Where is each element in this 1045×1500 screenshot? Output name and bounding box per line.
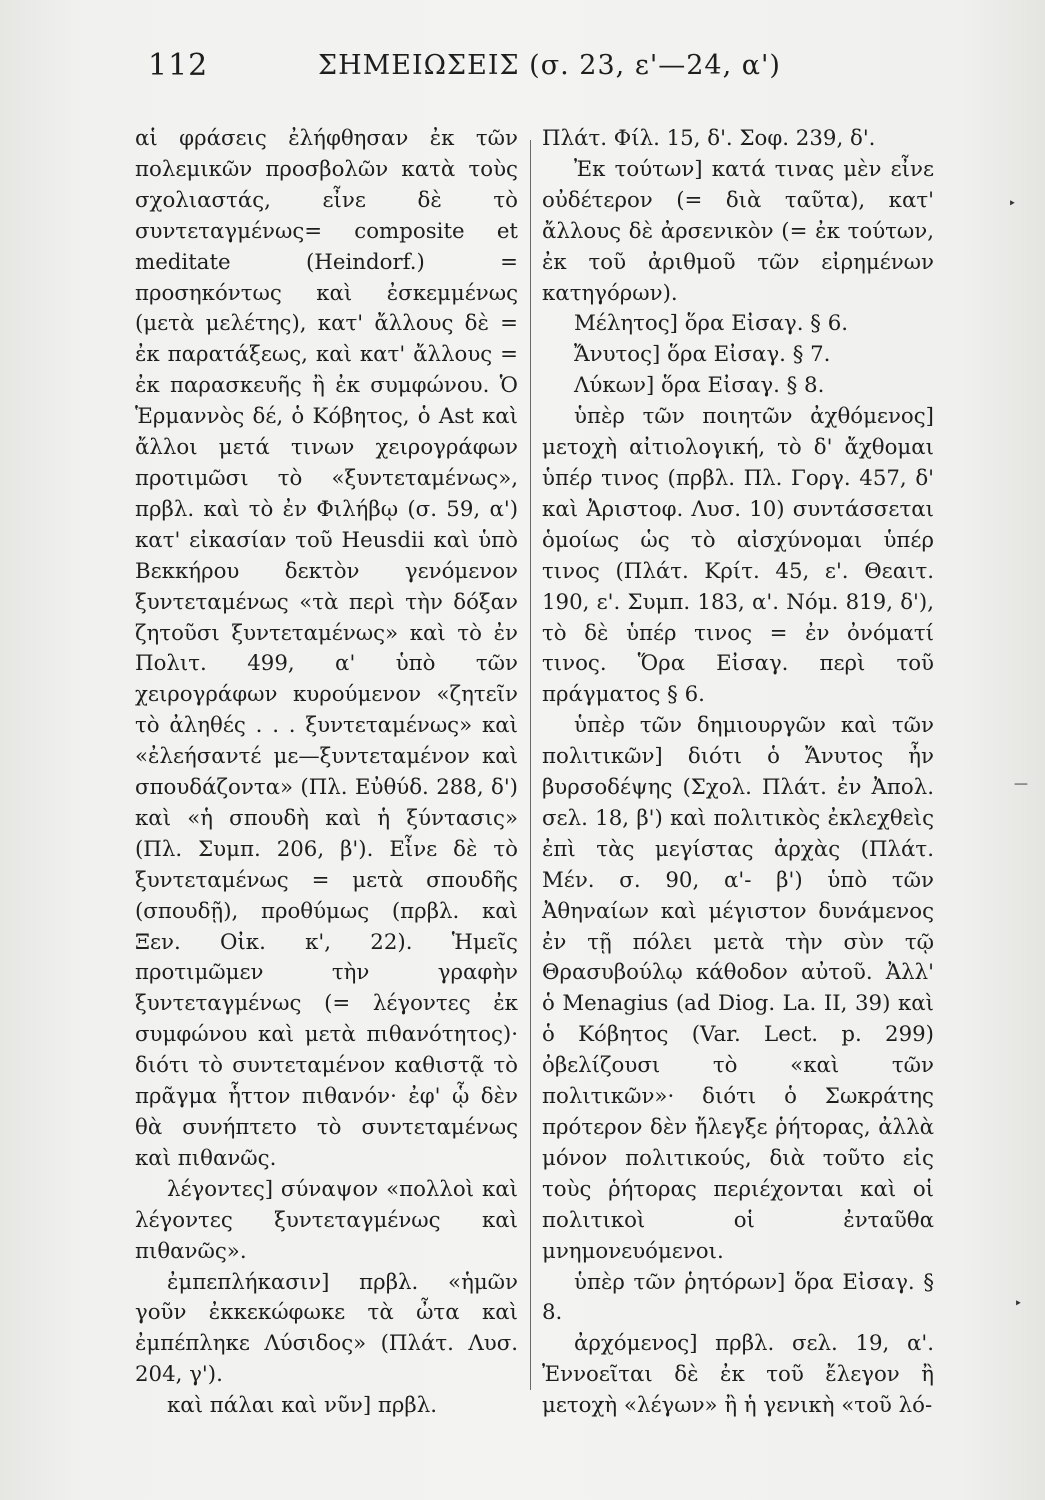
commentary-paragraph: ὑπὲρ τῶν ῥητόρων] ὅρα Εἰσαγ. § 8. [542, 1269, 934, 1326]
page-header [148, 44, 781, 94]
left-column [135, 124, 518, 1422]
commentary-paragraph: Ἄνυτος] ὅρα Εἰσαγ. § 7. [574, 342, 831, 368]
column-divider [530, 140, 531, 1390]
margin-mark: — [1014, 776, 1028, 792]
commentary-paragraph: Πλάτ. Φίλ. 15, δ'. Σοφ. 239, δ'. [542, 126, 876, 151]
right-column [542, 124, 934, 1422]
commentary-paragraph: ἐμπεπλήκασιν] πρβλ. «ἡμῶν γοῦν ἐκκεκώφωκε τὰ ὦτα καὶ ἐμπέπληκε Λύσιδος» (Πλάτ. Λυσ. 204, γ'). [135, 1269, 518, 1388]
margin-mark: ‣ [1014, 1296, 1023, 1312]
running-head: ΣΗΜΕΙΩΣΕΙΣ (σ. 23, ε'—24, α') [318, 50, 781, 81]
commentary-paragraph: Μέλητος] ὅρα Εἰσαγ. § 6. [574, 311, 849, 337]
commentary-paragraph: ἀρχόμενος] πρβλ. σελ. 19, α'. Ἐννοεῖται δὲ ἐκ τοῦ ἔλεγον ἢ μετοχὴ «λέγων» ἢ ἡ γενικὴ «τοῦ λό- [542, 1331, 934, 1419]
commentary-paragraph: λέγοντες] σύναψον «πολλοὶ καὶ λέγοντες ξυντεταγμένως καὶ πιθανῶς». [135, 1176, 518, 1264]
commentary-paragraph: καὶ πάλαι καὶ νῦν] πρβλ. [167, 1393, 438, 1419]
commentary-paragraph: Ἐκ τούτων] κατά τινας μὲν εἶνε οὐδέτερον (= διὰ ταῦτα), κατ' ἄλλους δὲ ἀρσενικὸν (= ἐκ τούτων, ἐκ τοῦ ἀριθμοῦ τῶν εἰρημένων κατηγόρων). [542, 156, 934, 306]
commentary-paragraph: ὑπὲρ τῶν ποιητῶν ἀχθόμενος] μετοχὴ αἰτιολογική, τὸ δ' ἄχθομαι ὑπέρ τινος (πρβλ. Πλ. Γοργ. 457, δ' καὶ Ἀριστοφ. Λυσ. 10) συντάσσεται ὁμοίως ὡς τὸ αἰσχύνομαι ὑπέρ τινος (Πλάτ. Κρίτ. 45, ε'. Θεαιτ. 190, ε'. Συμπ. 183, α'. Νόμ. 819, δ'), τὸ δὲ ὑπέρ τινος = ἐν ὀνόματί τινος. Ὅρα Εἰσαγ. περὶ τοῦ πράγματος § 6. [542, 404, 934, 708]
commentary-paragraph: αἱ φράσεις ἐλήφθησαν ἐκ τῶν πολεμικῶν προσβολῶν κατὰ τοὺς σχολιαστάς, εἶνε δὲ τὸ συντεταγμένως= composite et meditate (Heindorf.) = προσηκόντως καὶ ἐσκεμμένως (μετὰ μελέτης), κατ' ἄλλους δὲ = ἐκ παρατάξεως, καὶ κατ' ἄλλους = ἐκ παρασκευῆς ἢ ἐκ συμφώνου. Ὁ Ἑρμαννὸς δέ, ὁ Κόβητος, ὁ Ast καὶ ἄλλοι μετά τινων χειρογράφων προτιμῶσι τὸ «ξυντεταμένως», πρβλ. καὶ τὸ ἐν Φιλήβῳ (σ. 59, α') κατ' εἰκασίαν τοῦ Heusdii καὶ ὑπὸ Βεκκήρου δεκτὸν γενόμενον ξυντεταμένως «τὰ περὶ τὴν δόξαν ζητοῦσι ξυντεταμένως» καὶ τὸ ἐν Πολιτ. 499, α' ὑπὸ τῶν χειρογράφων κυρούμενον «ζητεῖν τὸ ἀληθές . . . ξυντεταμένως» καὶ «ἐλεήσαντέ με—ξυντεταμένον καὶ σπουδάζοντα» (Πλ. Εὐθύδ. 288, δ') καὶ «ἡ σπουδὴ καὶ ἡ ξύντασις» (Πλ. Συμπ. 206, β'). Εἶνε δὲ τὸ ξυντεταμένως = μετὰ σπουδῆς (σπουδῇ), προθύμως (πρβλ. καὶ Ξεν. Οἰκ. κ', 22). Ἡμεῖς προτιμῶμεν τὴν γραφὴν ξυντεταγμένως (= λέγοντες ἐκ συμφώνου καὶ μετὰ πιθανότητος)· διότι τὸ συντεταμένον καθιστᾷ τὸ πρᾶγμα ἧττον πιθανόν· ἐφ' ᾧ δὲν θὰ συνήπτετο τὸ συντεταμένως καὶ πιθανῶς. [135, 126, 518, 1171]
commentary-paragraph: Λύκων] ὅρα Εἰσαγ. § 8. [574, 373, 825, 399]
margin-mark: ‣ [1008, 196, 1017, 212]
page-number: 112 [148, 48, 209, 83]
commentary-paragraph: ὑπὲρ τῶν δημιουργῶν καὶ τῶν πολιτικῶν] διότι ὁ Ἄνυτος ἦν βυρσοδέψης (Σχολ. Πλάτ. ἐν Ἀπολ. σελ. 18, β') καὶ πολιτικὸς ἐκλεχθεὶς ἐπὶ τὰς μεγίστας ἀρχὰς (Πλάτ. Μέν. σ. 90, α'- β') ὑπὸ τῶν Ἀθηναίων καὶ μέγιστον δυνάμενος ἐν τῇ πόλει μετὰ τὴν σὺν τῷ Θρασυβούλῳ κάθοδον αὐτοῦ. Ἀλλ' ὁ Menagius (ad Diog. La. II, 39) καὶ ὁ Κόβητος (Var. Lect. p. 299) ὀβελίζουσι τὸ «καὶ τῶν πολιτικῶν»· διότι ὁ Σωκράτης πρότερον δὲν ἤλεγξε ῥήτορας, ἀλλὰ μόνον πολιτικούς, διὰ τοῦτο εἰς τοὺς ῥήτορας περιέχονται καὶ οἱ πολιτικοὶ οἱ ἐνταῦθα μνημονευόμενοι. [542, 713, 934, 1264]
